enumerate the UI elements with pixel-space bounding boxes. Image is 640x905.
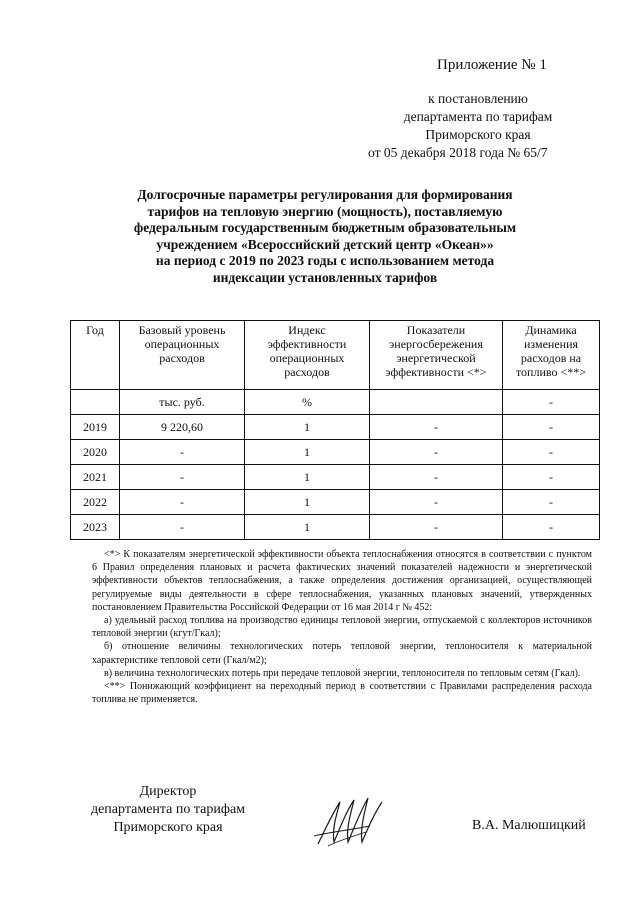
footnote-fuel: <**> Понижающий коэффициент на переходный период в соответствии с Правилами распределения расхода топлива не применяется. <box>92 681 592 706</box>
cell-saving: - <box>370 515 503 540</box>
parameters-table <box>70 320 600 540</box>
cell-fuel: - <box>503 490 600 515</box>
cell-year: 2022 <box>71 490 120 515</box>
cell-fuel: - <box>503 440 600 465</box>
cell-year: 2021 <box>71 465 120 490</box>
table-row <box>71 415 600 440</box>
cell-year: 2019 <box>71 415 120 440</box>
unit-base: тыс. руб. <box>120 390 245 415</box>
appendix-ref-line: к постановлению <box>428 91 528 106</box>
footnote-item-b: б) отношение величины технологических потерь тепловой энергии, теплоносителя к материальной характеристике тепловой сети (Гкал/м2); <box>92 641 592 666</box>
title-line: на период с 2019 по 2023 годы с использованием метода <box>155 253 495 268</box>
cell-index: 1 <box>245 415 370 440</box>
cell-base: - <box>120 515 245 540</box>
title-line: тарифов на тепловую энергию (мощность), поставляемую <box>147 203 503 219</box>
appendix-reference <box>368 90 578 162</box>
title-line: Долгосрочные параметры регулирования для формирования <box>137 187 513 202</box>
cell-fuel: - <box>503 465 600 490</box>
title-line: федеральным государственным бюджетным образовательным <box>133 220 517 235</box>
footnote-energy-efficiency: <*> К показателям энергетической эффективности объекта теплоснабжения относятся в соответствии с пунктом 6 Правил определения плановых и расчета фактических значений показателей надежности и энергетической эффективности объектов теплоснабжения, а также определения достижения организацией, осуществляющей регулируемые виды деятельности в сфере теплоснабжения, указанных плановых значений, утвержденных постановлением Правительства Российской Федерации от 16 мая 2014 г № 452: <box>92 549 592 613</box>
appendix-ref-date: от 05 декабря 2018 года № 65/7 <box>368 145 548 160</box>
cell-saving: - <box>370 415 503 440</box>
cell-base: - <box>120 465 245 490</box>
handwritten-signature <box>310 792 390 852</box>
cell-saving: - <box>370 440 503 465</box>
appendix-ref-line: Приморского края <box>425 127 531 142</box>
header-energy-saving: Показатели энергосбережения энергетической эффективности <*> <box>370 321 503 390</box>
cell-saving: - <box>370 490 503 515</box>
cell-index: 1 <box>245 490 370 515</box>
footnote-item-c: в) величина технологических потерь при передаче тепловой энергии, теплоносителя по тепловым сетям (Гкал). <box>104 667 581 679</box>
header-base-level: Базовый уровень операционных расходов <box>120 321 245 390</box>
appendix-title: Приложение № 1 <box>437 57 547 73</box>
title-line: учреждением «Всероссийский детский центр «Океан»» <box>156 236 494 252</box>
signer-position <box>78 783 258 837</box>
table-units-row <box>71 390 600 415</box>
signer-title-line: Директор <box>139 784 197 799</box>
header-year: Год <box>71 321 120 390</box>
title-line: индексации установленных тарифов <box>212 269 438 285</box>
cell-base: - <box>120 440 245 465</box>
signer-name: В.А. Малюшицкий <box>472 818 586 833</box>
table-row <box>71 440 600 465</box>
table-row <box>71 490 600 515</box>
table-header-row <box>71 321 600 390</box>
unit-year <box>71 390 120 415</box>
footnote-item-a: а) удельный расход топлива на производство единицы тепловой энергии, отпускаемой с коллекторов источников тепловой энергии (кгут/Гкал); <box>92 615 592 640</box>
cell-year: 2020 <box>71 440 120 465</box>
unit-index: % <box>245 390 370 415</box>
footnotes <box>92 548 592 706</box>
cell-index: 1 <box>245 440 370 465</box>
appendix-ref-line: департамента по тарифам <box>403 109 553 124</box>
cell-year: 2023 <box>71 515 120 540</box>
table-row <box>71 465 600 490</box>
cell-base: 9 220,60 <box>120 415 245 440</box>
cell-fuel: - <box>503 415 600 440</box>
table-row <box>71 515 600 540</box>
unit-fuel: - <box>503 390 600 415</box>
header-efficiency-index: Индекс эффективности операционных расходов <box>245 321 370 390</box>
unit-saving <box>370 390 503 415</box>
cell-index: 1 <box>245 465 370 490</box>
header-fuel-dynamics: Динамика изменения расходов на топливо <**> <box>503 321 600 390</box>
cell-base: - <box>120 490 245 515</box>
signer-title-line: Приморского края <box>113 820 223 835</box>
cell-index: 1 <box>245 515 370 540</box>
cell-fuel: - <box>503 515 600 540</box>
document-title <box>80 187 570 286</box>
cell-saving: - <box>370 465 503 490</box>
signer-title-line: департамента по тарифам <box>90 802 246 817</box>
